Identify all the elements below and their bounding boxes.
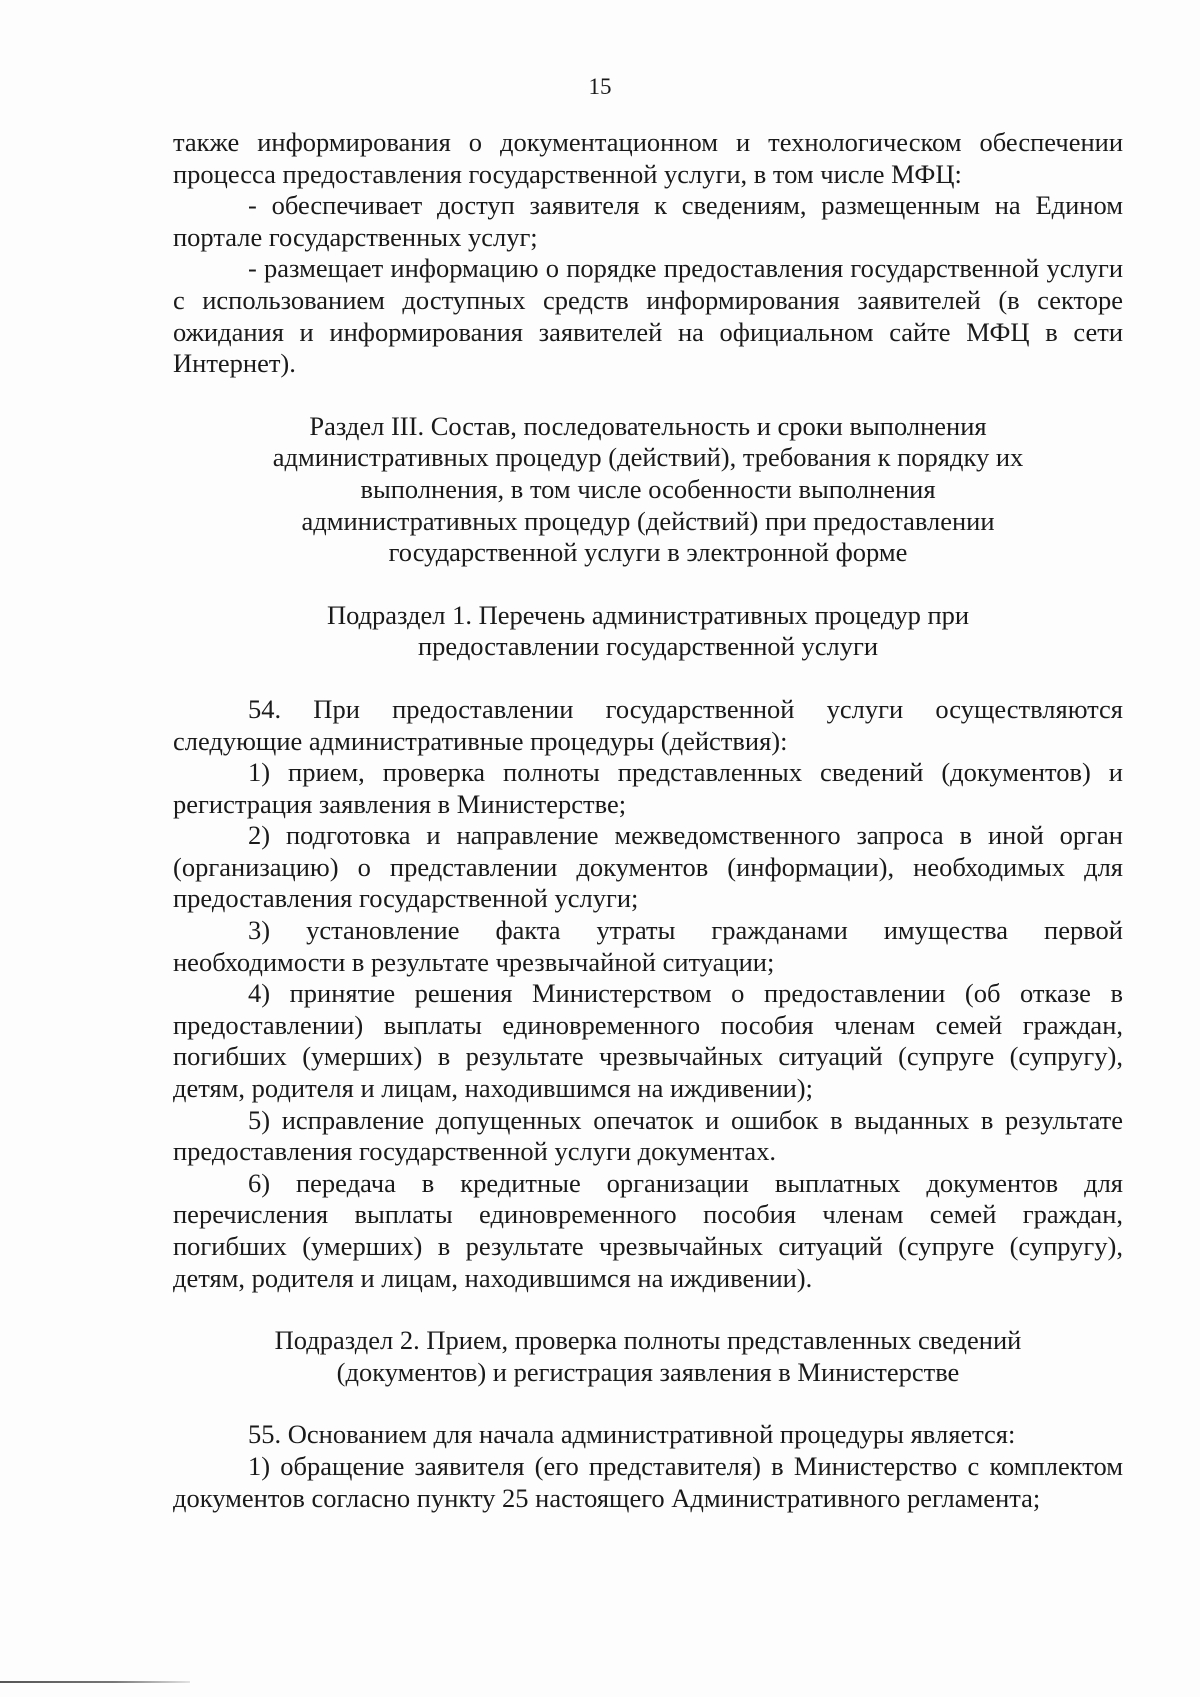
item-54-5: 5) исправление допущенных опечаток и ошибок в выданных в результате предоставления государственной услуги документах.	[173, 1104, 1123, 1167]
page-number: 15	[588, 74, 612, 99]
paragraph-continuation: также информирования о документационном и технологическом обеспечении процесса предоставления государственной услуги, в том числе МФЦ:	[173, 127, 1123, 189]
section-heading: Раздел III. Состав, последовательность и сроки выполнения административных процедур (действий), требования к порядку их выполнения, в том числе особенности выполнения административных процедур (действий) при предоставлении государственной услуги в электронной форме	[272, 410, 1024, 568]
item-54-4: 4) принятие решения Министерством о предоставлении (об отказе в предоставлении) выплаты единовременного пособия членам семей граждан, погибших (умерших) в результате чрезвычайных ситуаций (супруге (супругу), детям, родителя и лицам, находившимся на иждивении);	[173, 978, 1123, 1104]
item-55: 55. Основанием для начала административной процедуры является:	[248, 1419, 1016, 1450]
item-54-1: 1) прием, проверка полноты представленных сведений (документов) и регистрация заявления в Министерстве;	[173, 757, 1123, 819]
item-54: 54. При предоставлении государственной услуги осуществляются следующие административные процедуры (действия):	[173, 693, 1123, 756]
item-54-2: 2) подготовка и направление межведомственного запроса в иной орган (организацию) о представлении документов (информации), необходимых для предоставления государственной услуги;	[173, 820, 1123, 914]
item-55-1: 1) обращение заявителя (его представителя) в Министерство с комплектом документов согласно пункту 25 настоящего Административного регламента;	[173, 1450, 1123, 1513]
paragraph-portal-access: - обеспечивает доступ заявителя к сведениям, размещенным на Едином портале государственных услуг;	[173, 190, 1123, 252]
document-body	[173, 127, 1123, 1514]
paragraph-info-placement: - размещает информацию о порядке предоставления государственной услуги с использованием доступных средств информирования заявителей (в секторе ожидания и информирования заявителей на официальном сайте МФЦ в сети Интернет).	[173, 253, 1123, 379]
item-54-3: 3) установление факта утраты гражданами имущества первой необходимости в результате чрезвычайной ситуации;	[173, 915, 1123, 977]
scan-artifact-line	[0, 1681, 190, 1683]
subsection-1-heading: Подраздел 1. Перечень административных процедур при предоставлении государственной услуги	[326, 599, 970, 662]
item-54-6: 6) передача в кредитные организации выплатных документов для перечисления выплаты единовременного пособия членам семей граждан, погибших (умерших) в результате чрезвычайных ситуаций (супруге (супругу), детям, родителя и лицам, находившимся на иждивении).	[173, 1167, 1123, 1293]
subsection-2-heading: Подраздел 2. Прием, проверка полноты представленных сведений (документов) и регистрация заявления в Министерстве	[274, 1325, 1022, 1387]
